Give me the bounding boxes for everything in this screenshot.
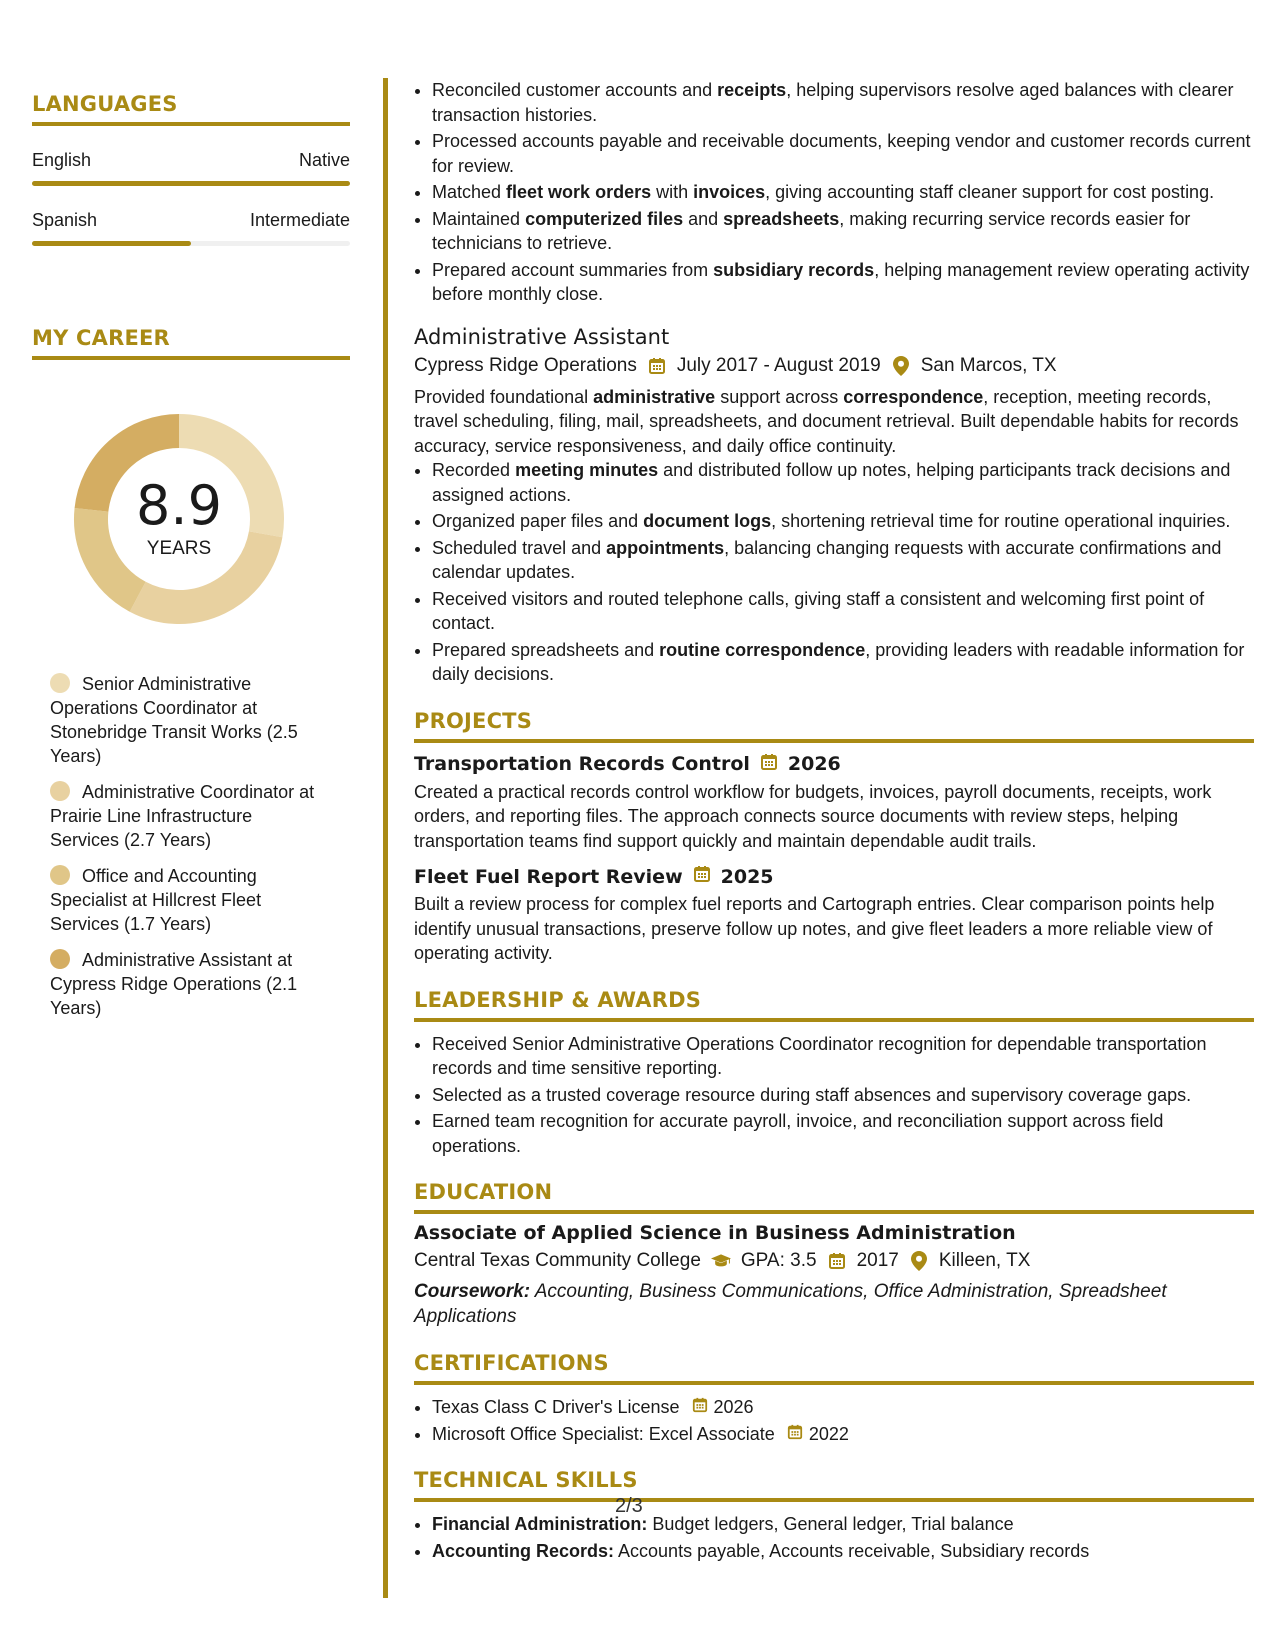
legend-item	[50, 672, 320, 768]
language-bar-fill	[32, 181, 350, 186]
project-description: Created a practical records control workflow for budgets, invoices, payroll documents, receipts, work orders, and reporting files. The approach connects source documents with review steps, helping transportation teams find support quickly and maintain dependable audit trails.	[414, 781, 1212, 851]
awards-heading: LEADERSHIP & AWARDS	[414, 988, 1254, 1022]
skills-list	[414, 1512, 1254, 1563]
language-level: Native	[298, 150, 350, 170]
page-number: 2/3	[615, 1495, 643, 1517]
bullet-item: • Prepared account summaries from subsidiary records, helping management review operating activity before monthly close.	[432, 258, 1254, 307]
graduation-year: 2017	[856, 1250, 899, 1271]
language-bar	[32, 241, 350, 246]
awards-list	[414, 1032, 1254, 1159]
left-column	[32, 92, 350, 1032]
location-pin-icon	[891, 356, 911, 376]
bullet-item: • Recorded meeting minutes and distributed follow up notes, helping participants track decisions and assigned actions.	[432, 458, 1254, 507]
bullet-item: • Received visitors and routed telephone calls, giving staff a consistent and welcoming first point of contact.	[432, 587, 1254, 636]
calendar-icon	[693, 865, 711, 888]
graduation-cap-icon	[711, 1251, 731, 1271]
skill-value: Accounts payable, Accounts receivable, Subsidiary records	[618, 1540, 1090, 1561]
award-item: • Selected as a trusted coverage resource during staff absences and supervisory coverage gaps.	[432, 1083, 1254, 1108]
job-title: Administrative Assistant	[414, 324, 670, 349]
project-name: Fleet Fuel Report Review	[414, 865, 683, 888]
certifications-list	[414, 1395, 1254, 1446]
legend-text: Senior Administrative Operations Coordinator at Stonebridge Transit Works (2.5 Years)	[50, 674, 298, 766]
legend-dot	[50, 865, 70, 885]
certification-name: • Texas Class C Driver's License	[432, 1397, 680, 1417]
skill-label: Financial Administration:	[432, 1514, 648, 1534]
certification-item	[432, 1395, 1254, 1420]
legend-dot	[50, 949, 70, 969]
calendar-icon	[692, 1395, 708, 1420]
legend-text: Administrative Assistant at Cypress Ridge Operations (2.1 Years)	[50, 950, 298, 1018]
career-unit-label: YEARS	[146, 538, 212, 559]
legend-item	[50, 864, 320, 936]
bullet-item: • Reconciled customer accounts and receipts, helping supervisors resolve aged balances with clearer transaction histories.	[432, 78, 1254, 127]
project-description: Built a review process for complex fuel reports and Cartograph entries. Clear comparison points help identify unusual transactions, preserve follow up notes, and give fleet leaders a more reliable view of operating activity.	[414, 894, 1215, 963]
legend-item	[50, 780, 320, 852]
award-item: • Received Senior Administrative Operations Coordinator recognition for dependable transportation records and time sensitive reporting.	[432, 1032, 1254, 1081]
job-company: Cypress Ridge Operations	[414, 354, 637, 376]
project-year: 2025	[720, 865, 774, 888]
project-year: 2026	[787, 753, 841, 775]
degree-title: Associate of Applied Science in Business Administration	[414, 1222, 1016, 1244]
technical-skills-heading: TECHNICAL SKILLS	[414, 1468, 1254, 1502]
job-summary: Provided foundational administrative support across correspondence, reception, meeting records, travel scheduling, filing, mail, spreadsheets, and document retrieval. Built dependable habits for records accuracy, service responsiveness, and daily office continuity.	[414, 386, 1239, 456]
job-bullets	[414, 458, 1254, 687]
language-name: Spanish	[32, 210, 98, 230]
coursework-label: Coursework:	[414, 1281, 531, 1302]
calendar-icon	[760, 753, 778, 776]
legend-dot	[50, 673, 70, 693]
language-item	[32, 150, 350, 186]
school-name: Central Texas Community College	[414, 1250, 701, 1271]
career-donut-chart	[66, 406, 292, 632]
location-pin-icon	[909, 1251, 929, 1271]
school-location: Killeen, TX	[938, 1250, 1031, 1271]
project-title-row	[414, 753, 1254, 776]
career-heading: MY CAREER	[32, 326, 350, 360]
job-location: San Marcos, TX	[920, 354, 1057, 376]
coursework	[414, 1280, 1254, 1329]
bullet-item: • Maintained computerized files and spreadsheets, making recurring service records easier for technicians to retrieve.	[432, 207, 1254, 256]
legend-dot	[50, 781, 70, 801]
career-legend	[50, 672, 320, 1020]
language-name: English	[32, 150, 92, 170]
bullet-item: • Processed accounts payable and receivable documents, keeping vendor and customer records current for review.	[432, 129, 1254, 178]
certification-item	[432, 1422, 1254, 1447]
language-item	[32, 210, 350, 246]
project-name: Transportation Records Control	[414, 753, 750, 775]
bullet-item: • Matched fleet work orders with invoices, giving accounting staff cleaner support for cost posting.	[432, 180, 1254, 205]
certifications-heading: CERTIFICATIONS	[414, 1351, 1254, 1385]
projects-heading: PROJECTS	[414, 709, 1254, 743]
column-divider	[383, 78, 388, 1598]
legend-text: Administrative Coordinator at Prairie Line Infrastructure Services (2.7 Years)	[50, 782, 315, 850]
bullet-item: • Scheduled travel and appointments, balancing changing requests with accurate confirmations and calendar updates.	[432, 536, 1254, 585]
bullet-item: • Organized paper files and document logs, shortening retrieval time for routine operational inquiries.	[432, 509, 1254, 534]
skill-label: Accounting Records:	[432, 1540, 615, 1561]
language-bar	[32, 181, 350, 186]
languages-heading: LANGUAGES	[32, 92, 350, 126]
previous-job-bullets	[414, 78, 1254, 307]
certification-year: 2026	[713, 1397, 754, 1417]
calendar-icon	[827, 1251, 847, 1271]
education-meta	[414, 1250, 1254, 1272]
legend-text: Office and Accounting Specialist at Hillcrest Fleet Services (1.7 Years)	[50, 866, 262, 934]
skill-item	[432, 1512, 1254, 1537]
legend-item	[50, 948, 320, 1020]
bullet-item: • Prepared spreadsheets and routine correspondence, providing leaders with readable information for daily decisions.	[432, 638, 1254, 687]
certification-name: • Microsoft Office Specialist: Excel Associate	[432, 1423, 775, 1444]
calendar-icon	[787, 1422, 803, 1447]
career-total-years: 8.9	[136, 474, 222, 537]
award-item: • Earned team recognition for accurate payroll, invoice, and reconciliation support across field operations.	[432, 1109, 1254, 1158]
right-column	[414, 78, 1254, 1565]
job-meta	[414, 355, 1254, 377]
job-dates: July 2017 - August 2019	[676, 354, 881, 376]
gpa: GPA: 3.5	[740, 1250, 817, 1271]
skill-item	[432, 1539, 1254, 1564]
coursework-list: Accounting, Business Communications, Office Administration, Spreadsheet Applications	[414, 1281, 1167, 1327]
calendar-icon	[647, 356, 667, 376]
language-level: Intermediate	[249, 210, 350, 230]
education-heading: EDUCATION	[414, 1180, 1254, 1214]
project-title-row	[414, 865, 1254, 888]
certification-year: 2022	[808, 1423, 849, 1444]
skill-value: Budget ledgers, General ledger, Trial balance	[652, 1514, 1014, 1534]
language-bar-fill	[32, 241, 191, 246]
